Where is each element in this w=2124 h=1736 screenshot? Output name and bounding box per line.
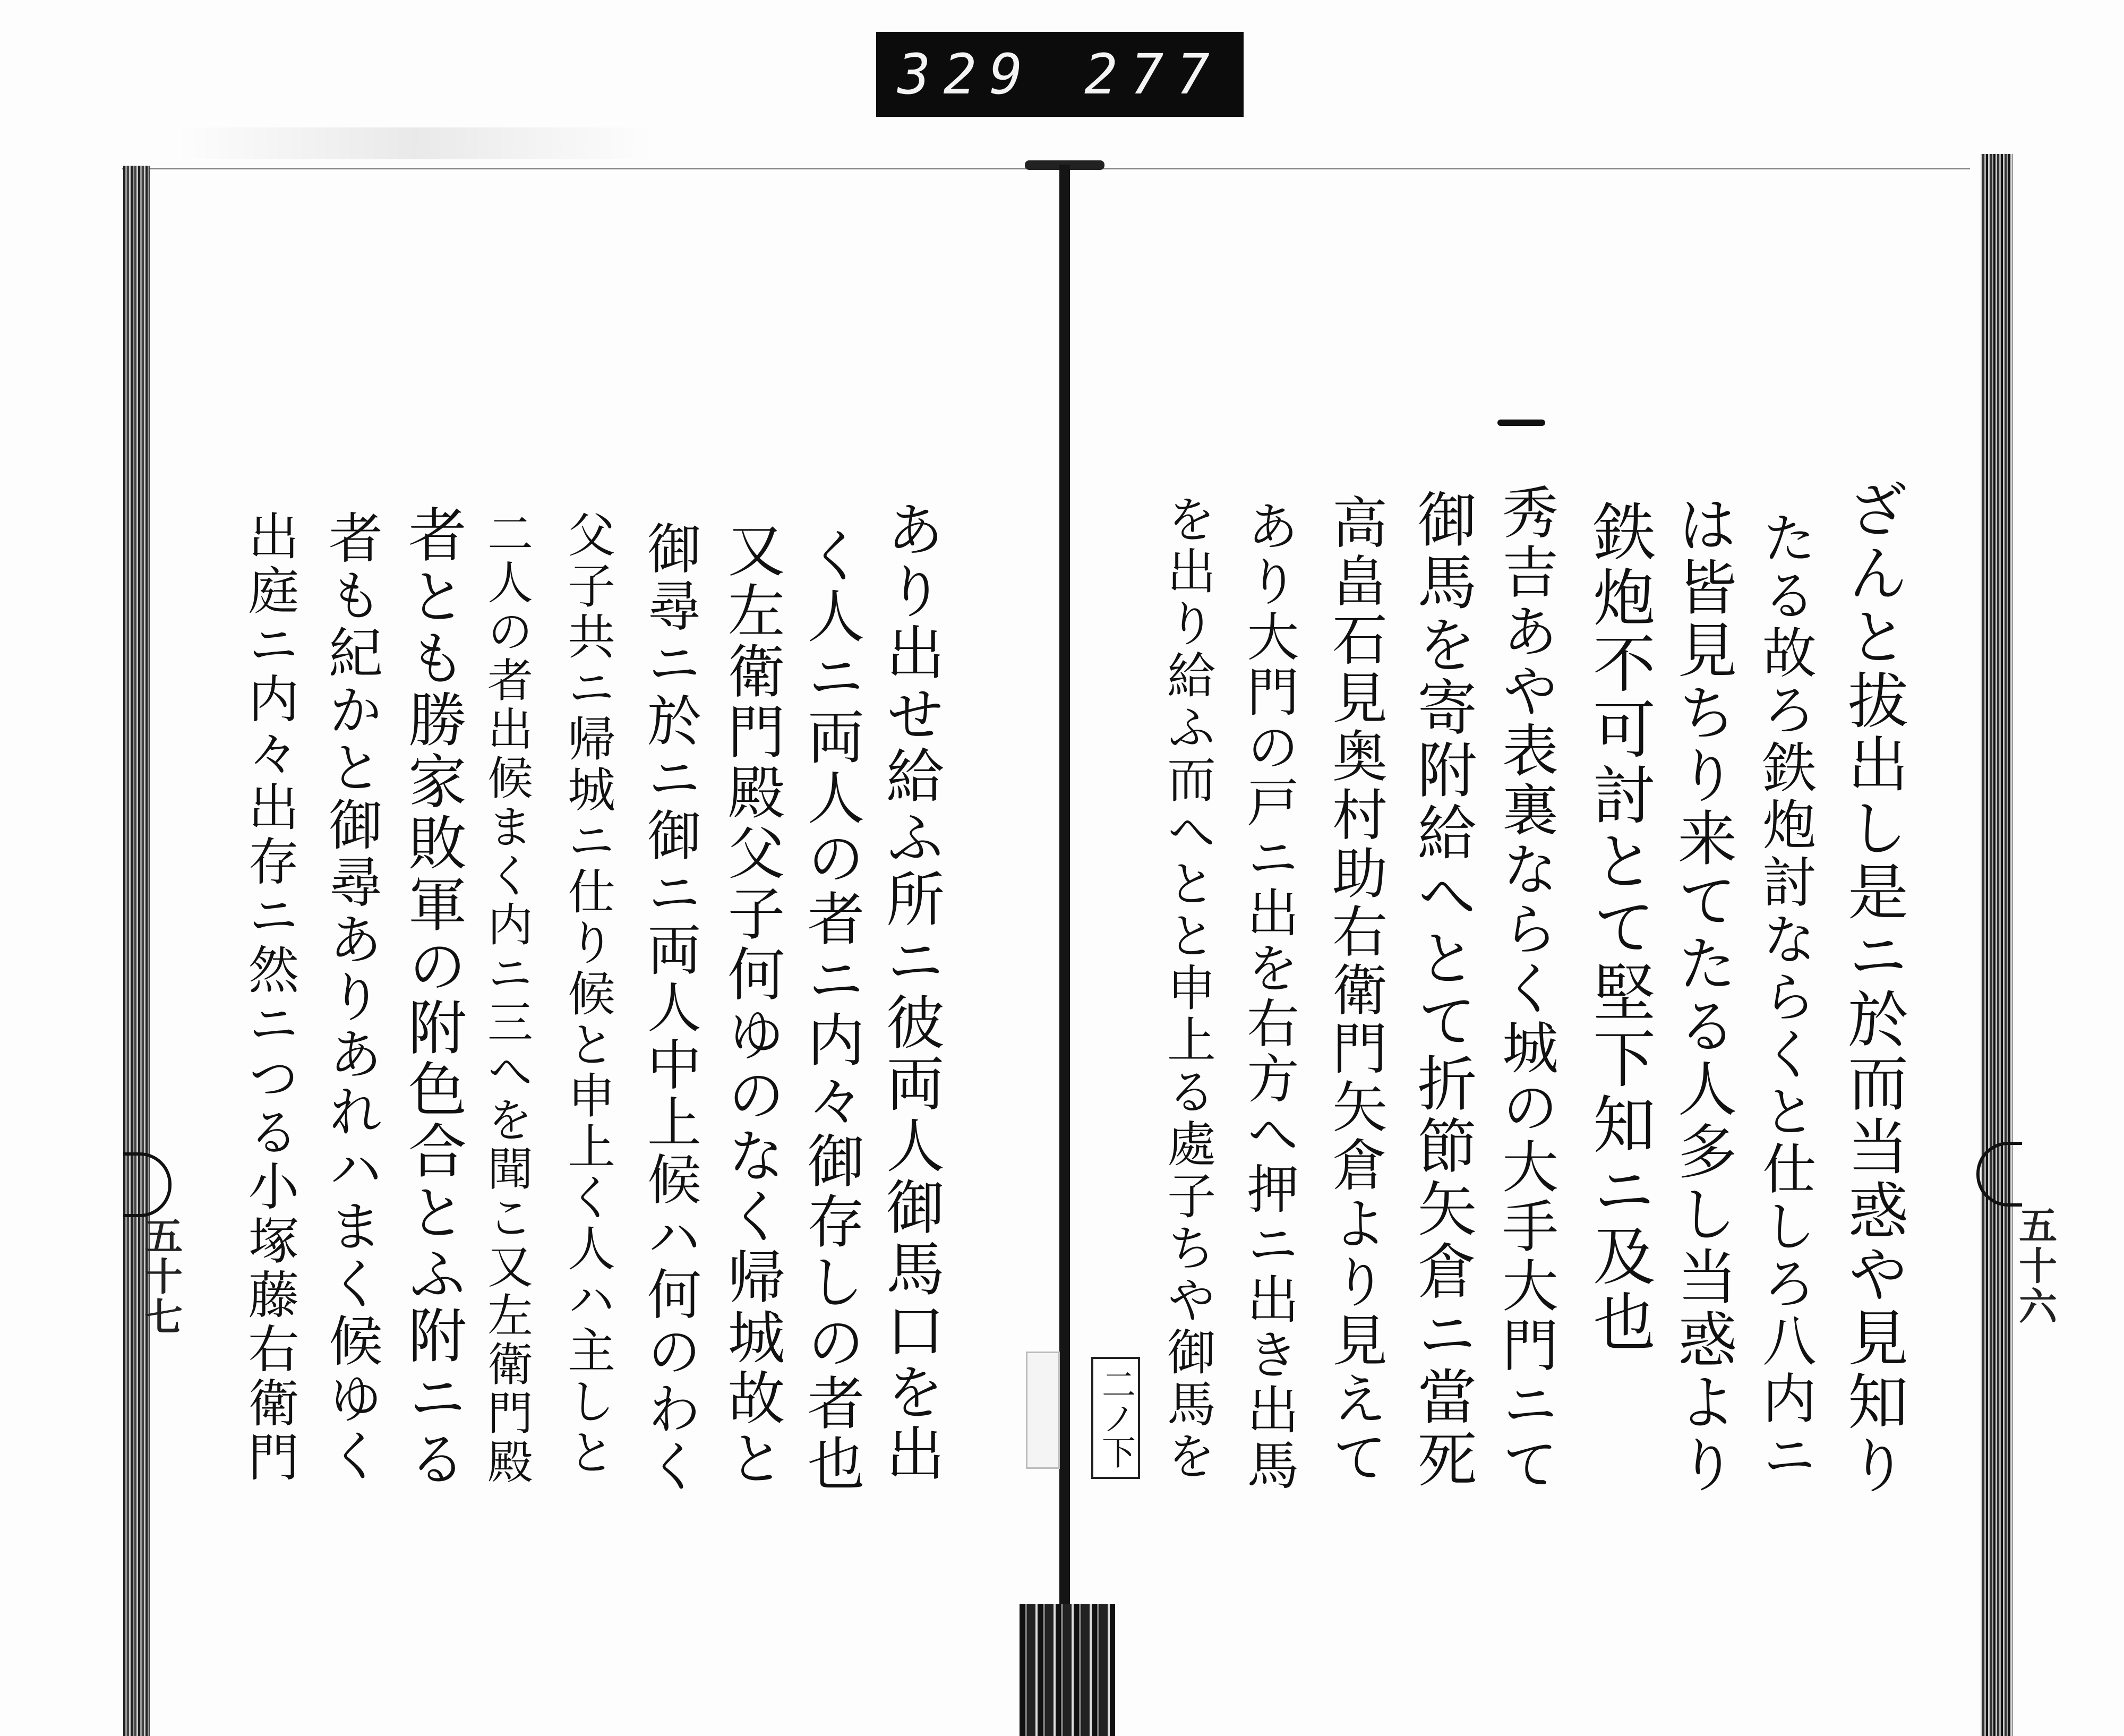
section-label: 二ノ下 <box>1091 1357 1140 1479</box>
ghost-label-bleed <box>1026 1352 1060 1469</box>
left-column-9: 出庭ニ内々出存ニ然ニつる小塚藤右衛門 <box>240 510 299 1485</box>
left-column-4: 御尋ニ於ニ御ニ両人中上候ハ何のわく <box>638 520 701 1495</box>
right-column-9: を出り給ふ而へとと申上る處子ちや御馬を <box>1159 494 1216 1483</box>
book-gutter <box>1059 165 1070 1609</box>
left-column-5: 父子共ニ帰城ニ仕り候と申上く人ハ主しと <box>559 510 615 1478</box>
right-column-5: 秀吉あや表裏ならく城の大手大門ニて <box>1493 483 1558 1494</box>
right-column-3: は皆見ちり来てたる人多し当惑より <box>1668 494 1737 1496</box>
folio-right: 五十六 <box>2012 1205 2058 1327</box>
left-column-6: 二人の者出候まく内ニ三へを聞こ又左衛門殿 <box>479 510 533 1487</box>
gutter-bottom-binding <box>1020 1604 1115 1736</box>
frame-number-left: 329 <box>897 42 1035 107</box>
top-smudge <box>175 127 653 159</box>
left-column-7: 者とも勝家敗軍の附色合とふ附ニる <box>399 504 467 1490</box>
item-bullet-mark <box>1497 420 1545 426</box>
left-page-edge <box>123 166 150 1736</box>
right-page-edge <box>1981 154 2012 1736</box>
right-column-8: あり大門の戸ニ出を右方へ押ニ出き出馬 <box>1238 499 1299 1493</box>
folio-left: 五十七 <box>138 1216 183 1337</box>
frame-number-right: 277 <box>1084 42 1222 107</box>
frame-number-strip <box>876 32 1244 117</box>
left-column-2: く人ニ両人の者ニ内々御存しの者也 <box>798 526 864 1494</box>
right-column-1: ざんと拔出し是ニ於而当惑や見知り <box>1838 478 1908 1498</box>
left-column-3: 又左衛門殿父子何ゆのなく帰城故と <box>718 520 784 1489</box>
right-column-2: たる故ろ鉄炮討ならくと仕しろ八内ニ <box>1753 510 1817 1485</box>
left-column-8: 者も紀かと御尋ありあれハまく候ゆく <box>320 510 383 1485</box>
right-column-4: 鉄炮不可討とて堅下知ニ及也 <box>1582 499 1656 1355</box>
left-column-1: あり出せ給ふ所ニ彼両人御馬口を出 <box>877 499 945 1485</box>
right-column-6: 御馬を寄附給へとて折節矢倉ニ當死 <box>1408 489 1477 1491</box>
right-column-7: 高畠石見奥村助右衛門矢倉より見えて <box>1323 494 1388 1487</box>
